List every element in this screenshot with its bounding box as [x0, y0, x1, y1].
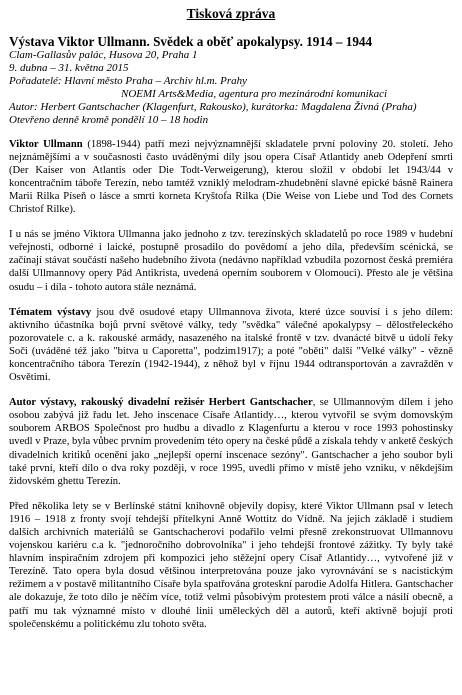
dates: 9. dubna – 31. května 2015: [9, 62, 129, 75]
organizers: [9, 75, 453, 88]
organizer-2: NOEMI Arts&Media, agentura pro mezinárodní komunikaci: [121, 88, 388, 101]
opening-hours: Otevřeno denně kromě pondělí 10 – 18 hodin: [9, 114, 209, 127]
paragraph-4-lead: Autor výstavy, rakouský divadelní režisér Herbert Gantschacher: [9, 397, 313, 409]
paragraph-4-text: , se Ullmannovým dílem i jeho osobou zabývá již řadu let. Jeho inscenace Císaře Atlantidy…, kterou vytvořil se svým domovským souborem ARBOS Společnost pro hudbu a divadlo z Klagenfurtu a kterou v roce 1993 pohostinsky uvedl v Praze, byla vůbec prvním provedením této opery na české půdě a získala tehdy v anketě českých divadelních kritiků ocenění jako „nejlepší operní inscenace sezóny". Gantschacher a jeho soubor byli také první, kteří dílo o dva roky později, v roce 1995, uvedli přímo v místě jeho vzniku, v někdejším židovském ghettu Terezín.: [9, 397, 453, 487]
paragraph-2-text: I u nás se jméno Viktora Ullmanna jako jednoho z tzv. terezínských skladatelů po roce 1989 v hudební veřejnosti, odborné i laické, postupně prosadilo do povědomí a jeho díla, především scénická, se začínají stávat součástí našeho hudebního života (nedávno například vzbudila pozornost česká premiéra další Ullmannovy opery Pád Antikrista, uvedená operním souborem v Olomouci). Přesto ale je většina osudu – i díla - tohoto autora stále neznámá.: [9, 229, 453, 293]
venue: Clam-Gallasův palác, Husova 20, Praha 1: [9, 49, 198, 61]
paragraph-1-lead: Viktor Ullmann: [9, 138, 83, 150]
paragraph-3-text: jsou dvě osudové etapy Ullmannova života, které úzce souvisí i s jeho dílem: aktivního účastníka bojů první světové války, tedy "svědka" válečné apokalypsy – dělostřeleckého pozorovatele c. a k. rakouské armády, nasazeného na italské frontě v tzv. dvanácté bitvě u údolí řeky Soči (uváděné též jako "bitva u Caporetta", podzim1917); a poté "oběti" další "Velké války" - vězně koncentračního tábora Terezín (1942-1944), z něhož byl v říjnu 1944 odtransportován a zavražděn v Osvětimi.: [9, 306, 453, 384]
organizer-1: Hlavní město Praha – Archiv hl.m. Prahy: [61, 75, 247, 88]
paragraph-1-text: (1898-1944) patří mezi nejvýznamnější skladatele první poloviny 20. století. Jeho nejznámějšími a v současnosti často uváděnými díly jsou opera Císař Atlantidy aneb Odepření smrti (Der Kaiser von Atlantis oder Die Todt-Verweigerung), kterou složil v období let 1943/44 v koncentračním táboře Terezín, nebo tamtéž vzniklý melodram-zhudebnění slavné epické básně Rainera Marii Rilka Píseň o lásce a smrti korneta Kryštofa Rilka (Die Weise von Liebe und Tod des Cornets Christof Rilke).: [9, 138, 453, 216]
organizer-label: Pořadatelé:: [9, 75, 62, 88]
document-heading: Tisková zpráva: [186, 6, 276, 21]
exhibition-title: Výstava Viktor Ullmann. Svědek a oběť apokalypsy. 1914 – 1944: [9, 34, 373, 49]
paragraph-3: [9, 306, 453, 385]
paragraph-2: [9, 228, 453, 293]
paragraph-4: [9, 396, 453, 488]
paragraph-1: [9, 138, 453, 217]
paragraph-5-text: Před několika lety se v Berlínské státní knihovně objevily dopisy, které Viktor Ullmann psal v letech 1916 – 1918 z fronty svojí tehdejší přítelkyni Anně Wottitz do Vídně. Na jejich základě i studiem dalších archivních materiálů se Gantschacherovi podařilo velmi přesně zrekonstruovat Ullmannovu vojenskou kariéru c.a k. "jednoročního dobrovolníka" i jeho tehdejší frontové zážitky. Ty byly také hlavním inspiračním zdrojem při kompozici jeho stěžejní opery Císař Atlantidy…, vytvořené již v Terezíně. Tato opera byla dosud většinou interpretována pouze jako vyrovnávání se s nacistickým režimem a v postavě militantního Císaře byla spatřována groteskní parodie Adolfa Hitlera. Gantschacher ale dokazuje, že toto dílo je něčím více, totiž velmi působivým protestem proti válce a násilí obecně, a patří mu tak významné místo v dlouhé linii uměleckých děl a autorů, kteří aktivně bojují proti společenskému a politickému zlu tohoto světa.: [9, 500, 453, 630]
exhibition-meta: [9, 49, 453, 128]
authors: Autor: Herbert Gantschacher (Klagenfurt, Rakousko), kurátorka: Magdalena Živná (Praha): [9, 101, 417, 114]
paragraph-3-lead: Tématem výstavy: [9, 306, 92, 318]
paragraph-5: [9, 500, 453, 631]
